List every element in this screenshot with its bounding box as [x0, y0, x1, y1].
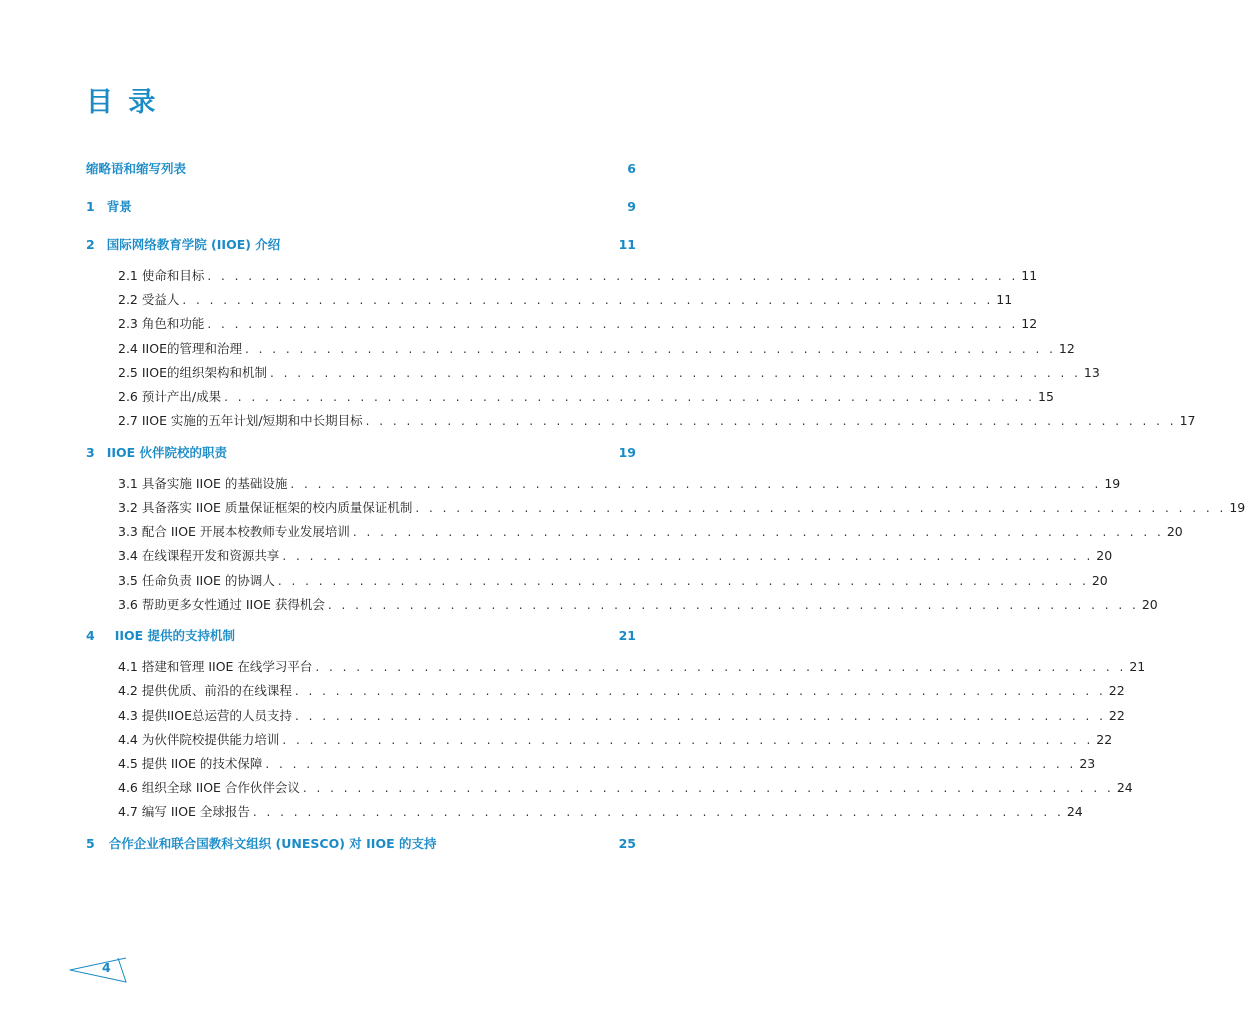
toc-subsection-2-5[interactable] — [118, 363, 1100, 381]
subsection-label: 2.2 受益人 — [118, 292, 180, 307]
toc-subsection-2-4[interactable] — [118, 339, 1075, 357]
subsection-label: 4.4 为伙伴院校提供能力培训 — [118, 732, 280, 747]
dot-leader: . . . . . . . . . . . . . . . . . . . . . . . . . . . . . . . . . . . . . . . . . . . . . . . . . . . . . . . . . . . . — [315, 660, 1127, 674]
page-title: 目 录 — [86, 87, 159, 118]
dot-leader: . . . . . . . . . . . . . . . . . . . . . . . . . . . . . . . . . . . . . . . . . . . . . . . . . . . . . . . . . . . . — [282, 733, 1094, 747]
subsection-page: 24 — [1066, 804, 1083, 819]
dot-leader: . . . . . . . . . . . . . . . . . . . . . . . . . . . . . . . . . . . . . . . . . . . . . . . . . . . . . . . . . . . . — [294, 709, 1106, 723]
dot-leader: . . . . . . . . . . . . . . . . . . . . . . . . . . . . . . . . . . . . . . . . . . . . . . . . . . . . . . . . . . . . — [265, 757, 1077, 771]
subsection-page: 21 — [1129, 659, 1146, 674]
toc-subsection-3-4[interactable] — [118, 546, 1113, 564]
section-label: IIOE 提供的支持机制 — [114, 628, 236, 643]
toc-subsection-3-2[interactable] — [118, 498, 1245, 516]
section-label: 缩略语和缩写列表 — [86, 161, 187, 176]
dot-leader: . . . . . . . . . . . . . . . . . . . . . . . . . . . . . . . . . . . . . . . . . . . . . . . . . . . . . . . . . . . . — [282, 549, 1094, 563]
toc-subsection-3-6[interactable] — [118, 595, 1158, 613]
subsection-page: 22 — [1096, 732, 1113, 747]
toc-subsection-4-1[interactable] — [118, 657, 1146, 675]
toc-section-3[interactable] — [86, 443, 636, 461]
subsection-page: 17 — [1179, 413, 1196, 428]
section-number: 3 — [86, 445, 95, 460]
dot-leader: . . . . . . . . . . . . . . . . . . . . . . . . . . . . . . . . . . . . . . . . . . . . . . . . . . . . . . . . . . . . — [252, 805, 1064, 819]
dot-leader: . . . . . . . . . . . . . . . . . . . . . . . . . . . . . . . . . . . . . . . . . . . . . . . . . . . . . . . . . . . . — [352, 525, 1164, 539]
subsection-label: 2.5 IIOE的组织架构和机制 — [118, 365, 267, 380]
section-page: 25 — [618, 836, 636, 851]
dot-leader: . . . . . . . . . . . . . . . . . . . . . . . . . . . . . . . . . . . . . . . . . . . . . . . . . . . . . . . . . . . . — [182, 293, 994, 307]
dot-leader: . . . . . . . . . . . . . . . . . . . . . . . . . . . . . . . . . . . . . . . . . . . . . . . . . . . . . . . . . . . . — [277, 574, 1089, 588]
toc-subsection-4-4[interactable] — [118, 730, 1113, 748]
toc-section-2[interactable] — [86, 235, 636, 253]
subsection-page: 19 — [1104, 476, 1121, 491]
section-page: 6 — [627, 161, 636, 176]
dot-leader: . . . . . . . . . . . . . . . . . . . . . . . . . . . . . . . . . . . . . . . . . . . . . . . . . . . . . . . . . . . . — [224, 390, 1035, 404]
subsection-label: 2.4 IIOE的管理和治理 — [118, 341, 242, 356]
toc-subsection-4-6[interactable] — [118, 778, 1133, 796]
subsection-page: 12 — [1058, 341, 1075, 356]
dot-leader: . . . . . . . . . . . . . . . . . . . . . . . . . . . . . . . . . . . . . . . . . . . . . . . . . . . . . . . . . . . . — [207, 317, 1019, 331]
subsection-label: 2.6 预计产出/成果 — [118, 389, 222, 404]
subsection-label: 4.1 搭建和管理 IIOE 在线学习平台 — [118, 659, 313, 674]
section-label: 国际网络教育学院 (IIOE) 介绍 — [106, 237, 281, 252]
subsection-page: 20 — [1166, 524, 1183, 539]
dot-leader: . . . . . . . . . . . . . . . . . . . . . . . . . . . . . . . . . . . . . . . . . . . . . . . . . . . . . . . . . . . . — [207, 269, 1019, 283]
subsection-page: 15 — [1038, 389, 1054, 404]
subsection-page: 19 — [1229, 500, 1245, 515]
page-number: 4 — [102, 960, 111, 975]
subsection-page: 22 — [1108, 708, 1125, 723]
page-number-triangle-icon — [68, 956, 128, 984]
subsection-label: 4.3 提供IIOE总运营的人员支持 — [118, 708, 292, 723]
subsection-label: 3.6 帮助更多女性通过 IIOE 获得机会 — [118, 597, 325, 612]
toc-subsection-2-7[interactable] — [118, 411, 1196, 429]
dot-leader: . . . . . . . . . . . . . . . . . . . . . . . . . . . . . . . . . . . . . . . . . . . . . . . . . . . . . . . . . . . . — [415, 501, 1227, 515]
subsection-label: 3.5 任命负责 IIOE 的协调人 — [118, 573, 275, 588]
section-number: 1 — [86, 199, 95, 214]
section-number: 5 — [86, 836, 95, 851]
toc-subsection-4-3[interactable] — [118, 706, 1125, 724]
subsection-page: 20 — [1141, 597, 1158, 612]
toc-subsection-4-7[interactable] — [118, 802, 1083, 820]
subsection-label: 2.3 角色和功能 — [118, 316, 205, 331]
section-label: IIOE 伙伴院校的职责 — [106, 445, 228, 460]
subsection-label: 2.7 IIOE 实施的五年计划/短期和中长期目标 — [118, 413, 363, 428]
subsection-page: 20 — [1096, 548, 1113, 563]
section-number: 4 — [86, 628, 95, 643]
subsection-page: 23 — [1079, 756, 1096, 771]
subsection-page: 22 — [1108, 683, 1125, 698]
section-label: 合作企业和联合国教科文组织 (UNESCO) 对 IIOE 的支持 — [108, 836, 437, 851]
subsection-page: 20 — [1091, 573, 1108, 588]
section-page: 21 — [618, 628, 636, 643]
toc-section-1[interactable] — [86, 197, 636, 215]
toc-subsection-2-1[interactable] — [118, 266, 1038, 284]
toc-subsection-3-1[interactable] — [118, 474, 1121, 492]
dot-leader: . . . . . . . . . . . . . . . . . . . . . . . . . . . . . . . . . . . . . . . . . . . . . . . . . . . . . . . . . . . . — [294, 684, 1106, 698]
dot-leader: . . . . . . . . . . . . . . . . . . . . . . . . . . . . . . . . . . . . . . . . . . . . . . . . . . . . . . . . . . . . — [365, 414, 1177, 428]
dot-leader: . . . . . . . . . . . . . . . . . . . . . . . . . . . . . . . . . . . . . . . . . . . . . . . . . . . . . . . . . . . . — [302, 781, 1114, 795]
section-label: 背景 — [106, 199, 132, 214]
subsection-label: 2.1 使命和目标 — [118, 268, 205, 283]
toc-subsection-4-5[interactable] — [118, 754, 1096, 772]
toc-subsection-2-2[interactable] — [118, 290, 1013, 308]
dot-leader: . . . . . . . . . . . . . . . . . . . . . . . . . . . . . . . . . . . . . . . . . . . . . . . . . . . . . . . . . . . . — [244, 342, 1056, 356]
dot-leader: . . . . . . . . . . . . . . . . . . . . . . . . . . . . . . . . . . . . . . . . . . . . . . . . . . . . . . . . . . . . — [269, 366, 1081, 380]
subsection-label: 3.4 在线课程开发和资源共享 — [118, 548, 280, 563]
section-page: 11 — [618, 237, 636, 252]
subsection-label: 3.1 具备实施 IIOE 的基础设施 — [118, 476, 288, 491]
toc-section-5[interactable] — [86, 834, 636, 852]
toc-subsection-2-6[interactable] — [118, 387, 1054, 405]
subsection-label: 4.2 提供优质、前沿的在线课程 — [118, 683, 292, 698]
subsection-label: 4.5 提供 IIOE 的技术保障 — [118, 756, 263, 771]
dot-leader: . . . . . . . . . . . . . . . . . . . . . . . . . . . . . . . . . . . . . . . . . . . . . . . . . . . . . . . . . . . . — [290, 477, 1102, 491]
section-page: 9 — [627, 199, 636, 214]
subsection-label: 4.6 组织全球 IIOE 合作伙伴会议 — [118, 780, 300, 795]
subsection-label: 3.2 具备落实 IIOE 质量保证框架的校内质量保证机制 — [118, 500, 413, 515]
toc-section-4[interactable] — [86, 626, 636, 644]
toc-subsection-3-3[interactable] — [118, 522, 1183, 540]
section-number: 2 — [86, 237, 95, 252]
section-page: 19 — [618, 445, 636, 460]
subsection-label: 4.7 编写 IIOE 全球报告 — [118, 804, 250, 819]
page-number-badge — [68, 956, 128, 984]
toc-subsection-4-2[interactable] — [118, 681, 1125, 699]
subsection-page: 11 — [1021, 268, 1038, 283]
toc-subsection-3-5[interactable] — [118, 571, 1108, 589]
subsection-page: 24 — [1116, 780, 1133, 795]
subsection-label: 3.3 配合 IIOE 开展本校教师专业发展培训 — [118, 524, 350, 539]
subsection-page: 11 — [996, 292, 1013, 307]
subsection-page: 12 — [1021, 316, 1038, 331]
dot-leader: . . . . . . . . . . . . . . . . . . . . . . . . . . . . . . . . . . . . . . . . . . . . . . . . . . . . . . . . . . . . — [327, 598, 1139, 612]
toc-section-abbreviations[interactable] — [86, 159, 636, 177]
toc-subsection-2-3[interactable] — [118, 314, 1038, 332]
subsection-page: 13 — [1083, 365, 1100, 380]
